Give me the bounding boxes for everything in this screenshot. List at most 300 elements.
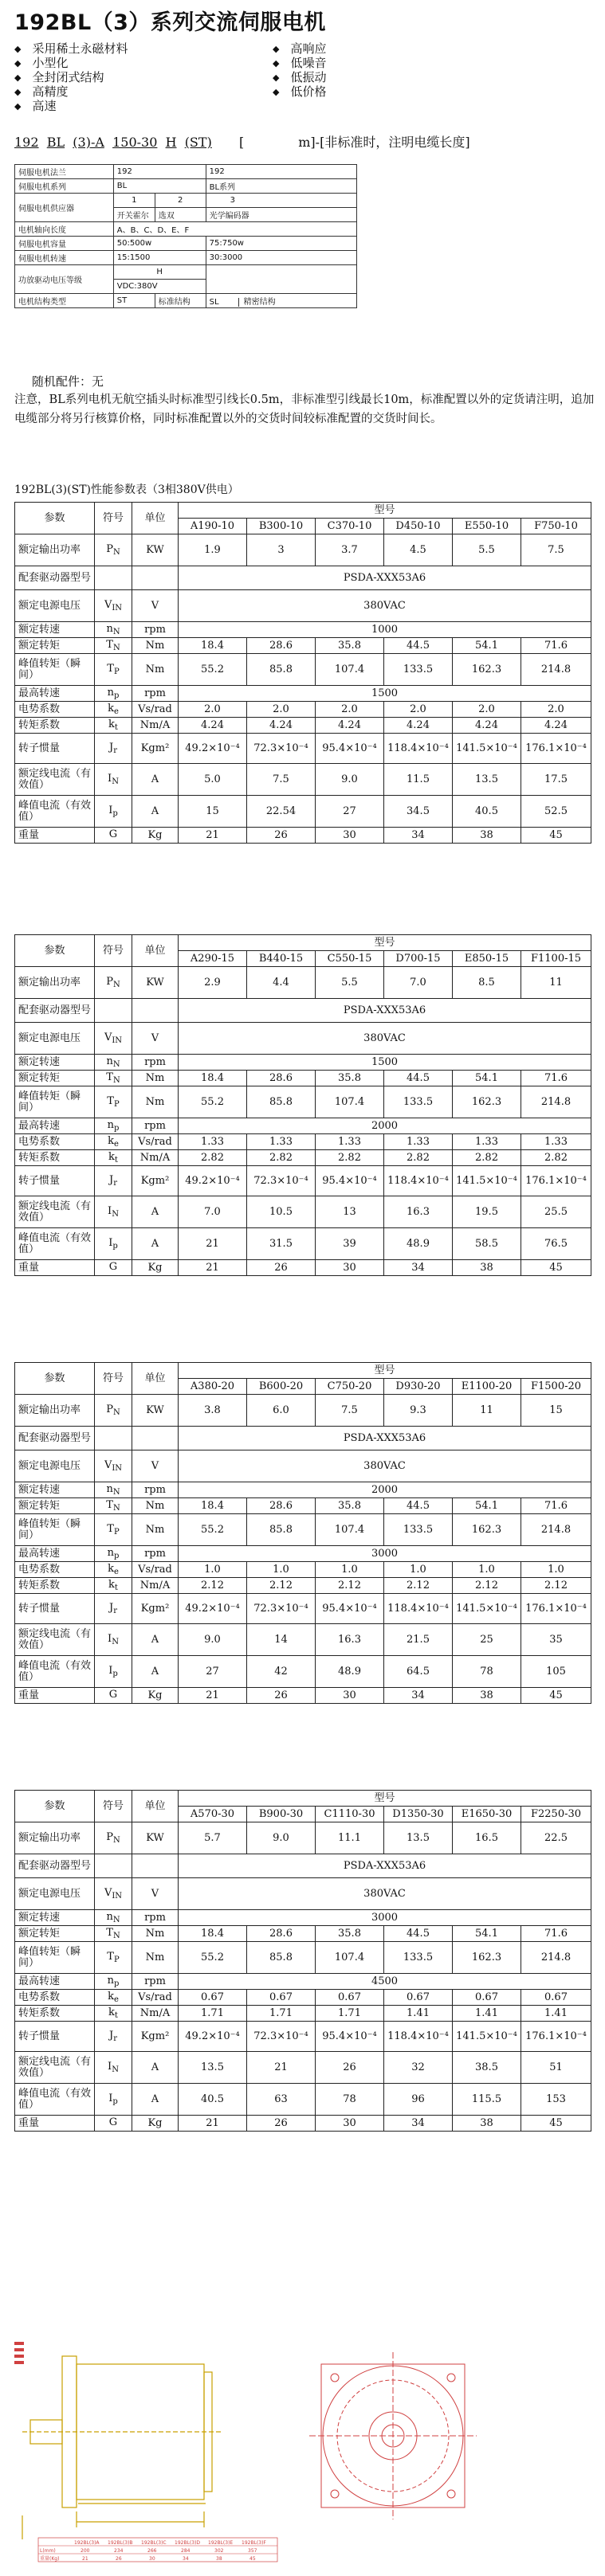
row-label: 额定转速 xyxy=(15,622,95,638)
row-label: 额定线电流（有效值） xyxy=(15,1196,95,1228)
symbol-subscript: N xyxy=(112,1504,120,1513)
table-row xyxy=(15,1071,591,1086)
value-cell: 35.8 xyxy=(316,1926,384,1942)
value-cell: 30 xyxy=(316,828,384,844)
value-cell: 0.67 xyxy=(384,1990,453,2006)
unit-cell: V xyxy=(132,1023,179,1055)
value-cell: 21 xyxy=(179,1688,247,1704)
model-name: E1650-30 xyxy=(453,1807,521,1822)
value-cell: 63 xyxy=(247,2084,316,2116)
row-label: 额定电源电压 xyxy=(15,590,95,622)
table-row xyxy=(15,590,591,622)
dimension-table-text: 192BL(3)A xyxy=(74,2540,100,2546)
value-cell: 34 xyxy=(384,1688,453,1704)
row-label: 额定转速 xyxy=(15,1055,95,1071)
value-cell: 1.71 xyxy=(316,2006,384,2022)
value-cell: 85.8 xyxy=(247,1086,316,1118)
model-name: D450-10 xyxy=(384,519,453,534)
row-label: 峰值转矩（瞬间） xyxy=(15,1942,95,1974)
value-cell: 21 xyxy=(179,1228,247,1260)
value-cell: 30 xyxy=(316,1260,384,1276)
value-cell: 0.67 xyxy=(179,1990,247,2006)
symbol-cell xyxy=(95,796,132,828)
value-cell: 133.5 xyxy=(384,1086,453,1118)
value-cell: 58.5 xyxy=(453,1228,521,1260)
value-cell: 162.3 xyxy=(453,1942,521,1974)
symbol-main: V xyxy=(104,1887,112,1899)
symbol-main: n xyxy=(106,1911,113,1923)
value-cell: 71.6 xyxy=(521,1926,591,1942)
row-label: 额定线电流（有效值） xyxy=(15,1624,95,1656)
row-label: 额定电源电压 xyxy=(15,1878,95,1910)
row-label: 额定转速 xyxy=(15,1910,95,1926)
value-cell: 3 xyxy=(247,534,316,566)
value-cell: 55.2 xyxy=(179,1514,247,1546)
value-cell: 22.54 xyxy=(247,796,316,828)
symbol-subscript: N xyxy=(112,2065,119,2074)
value-cell: 13.5 xyxy=(453,764,521,796)
value-cell: 153 xyxy=(521,2084,591,2116)
value-cell: 9.3 xyxy=(384,1395,453,1427)
feature-item: ◆ 低噪音 xyxy=(273,56,326,70)
feature-item: ◆ 小型化 xyxy=(14,56,128,70)
symbol-subscript: N xyxy=(112,1932,120,1940)
spec-empty-cell xyxy=(206,265,356,294)
spec-cell: 15:1500 xyxy=(113,251,206,265)
table-row xyxy=(15,222,357,237)
symbol-subscript: t xyxy=(114,1584,118,1592)
symbol-main: I xyxy=(108,805,113,816)
spec-label: 伺服电机供应器 xyxy=(15,194,114,222)
table-row xyxy=(15,1134,591,1150)
unit-cell: Kg xyxy=(132,828,179,844)
table-row xyxy=(15,1594,591,1624)
value-cell: 141.5×10⁻⁴ xyxy=(453,1166,521,1196)
symbol-main: T xyxy=(106,1499,113,1511)
value-cell: 25.5 xyxy=(521,1196,591,1228)
unit-cell: Kgm² xyxy=(132,734,179,764)
value-cell: 96 xyxy=(384,2084,453,2116)
symbol-subscript: IN xyxy=(112,1036,123,1045)
table-row xyxy=(15,1086,591,1118)
spec-cell: 192 xyxy=(113,165,206,179)
symbol-main: I xyxy=(108,2061,112,2073)
table-row xyxy=(15,2052,591,2084)
symbol-cell xyxy=(95,1578,132,1594)
unit-cell: Kg xyxy=(132,1688,179,1704)
unit-cell: Kgm² xyxy=(132,2022,179,2052)
value-cell: 2.0 xyxy=(521,702,591,718)
symbol-subscript: N xyxy=(112,644,120,652)
table-row xyxy=(15,1624,591,1656)
value-cell: 22.5 xyxy=(521,1822,591,1854)
value-cell: 71.6 xyxy=(521,638,591,654)
table-row xyxy=(15,1878,591,1910)
column-header-model: 型号 xyxy=(179,503,591,519)
unit-cell: A xyxy=(132,1228,179,1260)
unit-cell: KW xyxy=(132,1395,179,1427)
symbol-main: I xyxy=(108,773,112,785)
row-label: 重量 xyxy=(15,828,95,844)
value-cell: 78 xyxy=(316,2084,384,2116)
table-row xyxy=(15,1514,591,1546)
value-cell: 214.8 xyxy=(521,654,591,686)
value-cell: 0.67 xyxy=(453,1990,521,2006)
value-cell: 11.5 xyxy=(384,764,453,796)
dimension-table-text: 192BL(3)B xyxy=(108,2540,133,2546)
feature-item: ◆ 高响应 xyxy=(273,41,326,56)
spec-cell: VDC:380V xyxy=(113,280,206,294)
value-cell: 54.1 xyxy=(453,1071,521,1086)
table-row xyxy=(15,179,357,194)
value-cell: 52.5 xyxy=(521,796,591,828)
table-row xyxy=(15,702,591,718)
table-row xyxy=(15,1656,591,1688)
value-cell: 0.67 xyxy=(247,1990,316,2006)
symbol-cell xyxy=(95,1134,132,1150)
row-label: 转矩系数 xyxy=(15,2006,95,2022)
table-row xyxy=(15,237,357,251)
value-cell: 21.5 xyxy=(384,1624,453,1656)
row-label: 最高转速 xyxy=(15,1118,95,1134)
value-cell: 13 xyxy=(316,1196,384,1228)
table-row xyxy=(15,686,591,702)
symbol-cell xyxy=(95,590,132,622)
value-cell: 1.41 xyxy=(384,2006,453,2022)
row-label: 峰值转矩（瞬间） xyxy=(15,654,95,686)
table-row xyxy=(15,718,591,734)
value-cell: 27 xyxy=(179,1656,247,1688)
spec-label: 伺服电机系列 xyxy=(15,179,114,194)
row-label: 额定转矩 xyxy=(15,1071,95,1086)
symbol-subscript: IN xyxy=(112,1464,123,1473)
model-code-part: (ST) xyxy=(184,135,212,150)
symbol-cell xyxy=(95,1150,132,1166)
row-label: 峰值电流（有效值） xyxy=(15,796,95,828)
symbol-cell xyxy=(95,1594,132,1624)
row-label: 转子惯量 xyxy=(15,2022,95,2052)
dimension-table-text: 21 xyxy=(82,2556,88,2562)
value-cell: 214.8 xyxy=(521,1514,591,1546)
symbol-subscript: p xyxy=(112,2097,118,2106)
value-cell: 380VAC xyxy=(179,1023,591,1055)
model-code-part: (3)-A xyxy=(73,135,104,150)
model-name: B300-10 xyxy=(247,519,316,534)
symbol-cell xyxy=(95,1990,132,2006)
value-cell: 48.9 xyxy=(316,1656,384,1688)
table-row xyxy=(15,1546,591,1562)
unit-cell: A xyxy=(132,1624,179,1656)
row-label: 额定电源电压 xyxy=(15,1450,95,1482)
dimension-table xyxy=(38,2538,277,2562)
value-cell: 11.1 xyxy=(316,1822,384,1854)
row-label: 转子惯量 xyxy=(15,1166,95,1196)
table-row xyxy=(15,1942,591,1974)
value-cell: 214.8 xyxy=(521,1942,591,1974)
dimension-table-text: L(mm) xyxy=(40,2548,56,2554)
value-cell: 14 xyxy=(247,1624,316,1656)
value-cell: 26 xyxy=(247,1260,316,1276)
model-code-part: 150-30 xyxy=(112,135,158,150)
table-row xyxy=(15,1196,591,1228)
row-label: 额定转矩 xyxy=(15,1498,95,1514)
value-cell: 1.33 xyxy=(247,1134,316,1150)
symbol-cell xyxy=(95,1688,132,1704)
spec-cell: 3 xyxy=(206,194,356,208)
dimension-table-text: 30 xyxy=(149,2556,155,2562)
table-header-row xyxy=(15,935,591,951)
value-cell: 10.5 xyxy=(247,1196,316,1228)
value-cell: 54.1 xyxy=(453,1926,521,1942)
symbol-cell xyxy=(95,1228,132,1260)
value-cell: 40.5 xyxy=(179,2084,247,2116)
table-row xyxy=(15,1055,591,1071)
row-label: 额定转矩 xyxy=(15,1926,95,1942)
value-cell: 72.3×10⁻⁴ xyxy=(247,1594,316,1624)
dimension-table-text: 357 xyxy=(248,2548,257,2554)
dimension-table-text: 38 xyxy=(216,2556,222,2562)
row-label: 转矩系数 xyxy=(15,1578,95,1594)
row-label: 额定输出功率 xyxy=(15,967,95,999)
value-cell: 13.5 xyxy=(179,2052,247,2084)
spec-cell-sub: SL xyxy=(206,298,239,307)
value-cell: 49.2×10⁻⁴ xyxy=(179,734,247,764)
symbol-subscript: N xyxy=(112,1060,120,1069)
value-cell: 44.5 xyxy=(384,1926,453,1942)
value-cell: 34 xyxy=(384,828,453,844)
value-cell: 21 xyxy=(179,1260,247,1276)
feature-list-right xyxy=(273,41,326,99)
motor-side-view xyxy=(22,2356,222,2539)
value-cell: 214.8 xyxy=(521,1086,591,1118)
table-row xyxy=(15,2116,591,2132)
model-name: B440-15 xyxy=(247,951,316,967)
accessories-note: 随机配件：无 xyxy=(32,374,104,389)
column-header-symbol: 符号 xyxy=(95,1363,132,1395)
symbol-cell xyxy=(95,1498,132,1514)
value-cell: 30 xyxy=(316,1688,384,1704)
value-cell: 0.67 xyxy=(521,1990,591,2006)
value-cell: 2.82 xyxy=(179,1150,247,1166)
value-cell: 85.8 xyxy=(247,1514,316,1546)
symbol-cell xyxy=(95,1854,132,1878)
unit-cell: rpm xyxy=(132,1055,179,1071)
value-cell: 16.3 xyxy=(316,1624,384,1656)
table-row xyxy=(15,1260,591,1276)
row-label: 最高转速 xyxy=(15,1974,95,1990)
symbol-cell xyxy=(95,764,132,796)
value-cell: 1.0 xyxy=(179,1562,247,1578)
value-cell: 1.33 xyxy=(453,1134,521,1150)
spec-label: 伺服电机法兰 xyxy=(15,165,114,179)
spec-cell: 30:3000 xyxy=(206,251,356,265)
symbol-main: k xyxy=(108,1135,114,1147)
table-row xyxy=(15,534,591,566)
unit-cell: A xyxy=(132,2084,179,2116)
value-cell: 18.4 xyxy=(179,638,247,654)
table-row xyxy=(15,1822,591,1854)
symbol-subscript: N xyxy=(113,981,120,989)
value-cell: 49.2×10⁻⁴ xyxy=(179,1166,247,1196)
model-name: A380-20 xyxy=(179,1379,247,1395)
table-row xyxy=(15,1450,591,1482)
table-row xyxy=(15,1688,591,1704)
row-label: 转矩系数 xyxy=(15,1150,95,1166)
table-row xyxy=(15,1578,591,1594)
unit-cell: KW xyxy=(132,534,179,566)
symbol-cell xyxy=(95,1395,132,1427)
value-cell: 40.5 xyxy=(453,796,521,828)
value-cell: 4.24 xyxy=(453,718,521,734)
model-name: C1110-30 xyxy=(316,1807,384,1822)
column-header-symbol: 符号 xyxy=(95,935,132,967)
spec-cell: A、B、C、D、E、F xyxy=(113,222,356,237)
value-cell: 2.82 xyxy=(247,1150,316,1166)
value-cell: 118.4×10⁻⁴ xyxy=(384,734,453,764)
value-cell: 133.5 xyxy=(384,1514,453,1546)
model-name: D930-20 xyxy=(384,1379,453,1395)
row-label: 重量 xyxy=(15,1260,95,1276)
symbol-cell xyxy=(95,638,132,654)
value-cell: 9.0 xyxy=(247,1822,316,1854)
symbol-subscript: t xyxy=(114,723,118,732)
symbol-cell xyxy=(95,1450,132,1482)
table-row xyxy=(15,1498,591,1514)
value-cell: 38 xyxy=(453,828,521,844)
value-cell: 1.41 xyxy=(453,2006,521,2022)
value-cell: 5.5 xyxy=(453,534,521,566)
value-cell: 2.12 xyxy=(247,1578,316,1594)
value-cell: 76.5 xyxy=(521,1228,591,1260)
dimension-table-text: 26 xyxy=(116,2556,122,2562)
symbol-main: T xyxy=(107,1095,114,1107)
value-cell: 1.71 xyxy=(247,2006,316,2022)
value-cell: 26 xyxy=(247,2116,316,2132)
value-cell: 11 xyxy=(453,1395,521,1427)
symbol-cell xyxy=(95,2006,132,2022)
column-header-unit: 单位 xyxy=(132,935,179,967)
symbol-main: T xyxy=(107,1523,114,1535)
symbol-subscript: P xyxy=(113,1955,120,1964)
value-cell: 1500 xyxy=(179,686,591,702)
motor-front-view xyxy=(309,2352,477,2519)
value-cell: 21 xyxy=(179,2116,247,2132)
value-cell: 2.0 xyxy=(453,702,521,718)
table-row xyxy=(15,566,591,590)
value-cell: 380VAC xyxy=(179,590,591,622)
unit-cell: Vs/rad xyxy=(132,702,179,718)
symbol-main: k xyxy=(108,1579,115,1591)
performance-table-title: 192BL(3)(ST)性能参数表（3相380V供电） xyxy=(14,483,239,496)
table-row xyxy=(15,1395,591,1427)
value-cell: 4.24 xyxy=(521,718,591,734)
symbol-subscript: p xyxy=(113,1124,120,1133)
row-label: 最高转速 xyxy=(15,1546,95,1562)
symbol-main: J xyxy=(109,742,114,754)
value-cell: 7.5 xyxy=(316,1395,384,1427)
row-label: 峰值转矩（瞬间） xyxy=(15,1514,95,1546)
value-cell: 19.5 xyxy=(453,1196,521,1228)
value-cell: 1.0 xyxy=(316,1562,384,1578)
value-cell: 17.5 xyxy=(521,764,591,796)
value-cell: 42 xyxy=(247,1656,316,1688)
value-cell: 35 xyxy=(521,1624,591,1656)
value-cell: 35.8 xyxy=(316,1498,384,1514)
unit-cell: Vs/rad xyxy=(132,1562,179,1578)
table-row xyxy=(15,828,591,844)
symbol-main: V xyxy=(104,599,112,611)
value-cell: 21 xyxy=(179,828,247,844)
unit-cell: A xyxy=(132,796,179,828)
row-label: 额定电源电压 xyxy=(15,1023,95,1055)
dimension-table-text: 重量(Kg) xyxy=(40,2556,60,2562)
symbol-cell xyxy=(95,1055,132,1071)
motor-annotation-marks xyxy=(14,2342,24,2364)
value-cell: 3000 xyxy=(179,1546,591,1562)
symbol-subscript: r xyxy=(113,1607,117,1615)
model-code-part: 192 xyxy=(14,135,39,150)
model-name: F2250-30 xyxy=(521,1807,591,1822)
value-cell: 4.24 xyxy=(384,718,453,734)
spec-label: 功放驱动电压等级 xyxy=(15,265,114,294)
value-cell: 78 xyxy=(453,1656,521,1688)
value-cell: 71.6 xyxy=(521,1498,591,1514)
value-cell: PSDA-XXX53A6 xyxy=(179,1427,591,1450)
row-label: 额定线电流（有效值） xyxy=(15,2052,95,2084)
value-cell: 45 xyxy=(521,2116,591,2132)
value-cell: 2.12 xyxy=(179,1578,247,1594)
spec-cell: BL xyxy=(113,179,206,194)
table-row xyxy=(15,1228,591,1260)
symbol-subscript: t xyxy=(114,2011,118,2020)
value-cell: 28.6 xyxy=(247,638,316,654)
table-row xyxy=(15,1910,591,1926)
column-header-param: 参数 xyxy=(15,935,95,967)
symbol-cell xyxy=(95,1071,132,1086)
symbol-main: n xyxy=(106,1055,113,1067)
value-cell: 71.6 xyxy=(521,1071,591,1086)
model-name: F1100-15 xyxy=(521,951,591,967)
row-label: 配套驱动器型号 xyxy=(15,566,95,590)
value-cell: 7.0 xyxy=(179,1196,247,1228)
value-cell: 4.24 xyxy=(316,718,384,734)
spec-cell: BL系列 xyxy=(206,179,356,194)
symbol-main: T xyxy=(106,1927,113,1939)
symbol-subscript: N xyxy=(113,1408,120,1417)
symbol-main: T xyxy=(107,663,114,675)
spec-cell: 50:500w xyxy=(113,237,206,251)
model-name: C370-10 xyxy=(316,519,384,534)
spec-label: 电机结构类型 xyxy=(15,294,114,308)
unit-cell xyxy=(132,1854,179,1878)
symbol-cell xyxy=(95,2022,132,2052)
value-cell: 13.5 xyxy=(384,1822,453,1854)
spec-cell: ST xyxy=(113,294,155,308)
symbol-cell xyxy=(95,967,132,999)
spec-label: 电机轴向长度 xyxy=(15,222,114,237)
unit-cell: Nm xyxy=(132,1071,179,1086)
value-cell: 133.5 xyxy=(384,1942,453,1974)
value-cell: 55.2 xyxy=(179,1942,247,1974)
value-cell: 85.8 xyxy=(247,654,316,686)
column-header-model: 型号 xyxy=(179,1791,591,1807)
table-row xyxy=(15,265,357,280)
symbol-subscript: t xyxy=(114,1156,118,1165)
unit-cell: Vs/rad xyxy=(132,1134,179,1150)
unit-cell: Nm/A xyxy=(132,2006,179,2022)
symbol-subscript: p xyxy=(112,1670,118,1678)
value-cell: 3000 xyxy=(179,1910,591,1926)
